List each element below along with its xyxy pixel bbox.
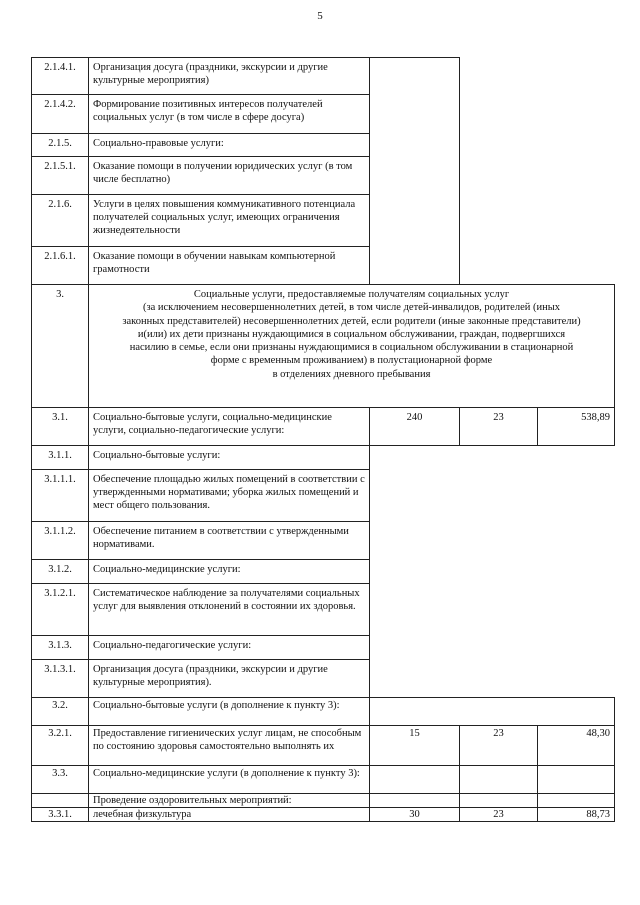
value-cost: 88,73: [538, 808, 615, 822]
table-row: [32, 58, 615, 95]
value-cost: 538,89: [538, 408, 615, 446]
table-row: [32, 726, 615, 766]
table-row: [32, 794, 615, 808]
empty-value-cell: [460, 766, 538, 794]
row-number: 3.1.2.1.: [32, 584, 89, 636]
row-number: 3.1.1.2.: [32, 522, 89, 560]
section-line: законных представителей) несовершеннолетних детей, если родители (иные законные представители): [122, 315, 581, 327]
section-line: и(или) их дети признаны нуждающимися в социальном обслуживании, граждан, подвергшихся: [137, 328, 566, 340]
row-number: 3.1.3.: [32, 636, 89, 660]
value-days: 23: [460, 726, 538, 766]
empty-value-cell: [370, 58, 460, 285]
row-number: 2.1.4.2.: [32, 95, 89, 134]
services-table: [31, 57, 615, 822]
page-number: 5: [317, 10, 323, 22]
section-line: форме с временным проживанием) в полустационарной форме: [210, 355, 493, 367]
row-number: 2.1.5.: [32, 134, 89, 157]
section-heading: [89, 285, 615, 408]
value-volume: 240: [370, 408, 460, 446]
empty-value-cell: [460, 794, 538, 808]
row-number: 3.1.2.: [32, 560, 89, 584]
row-text: Социально-медицинские услуги:: [89, 560, 370, 584]
row-text: Социально-бытовые услуги, социально-медицинские услуги, социально-педагогические услуги:: [89, 408, 370, 446]
section-line: Социальные услуги, предоставляемые получателям социальных услуг: [193, 289, 510, 300]
row-text: Социально-правовые услуги:: [89, 134, 370, 157]
row-number: 3.1.: [32, 408, 89, 446]
table-row: [32, 408, 615, 446]
row-text: Организация досуга (праздники, экскурсии и другие культурные мероприятия): [89, 58, 370, 95]
value-cost: 48,30: [538, 726, 615, 766]
row-text: Социально-педагогические услуги:: [89, 636, 370, 660]
row-text: Проведение оздоровительных мероприятий:: [89, 794, 370, 808]
row-number: 3.2.: [32, 698, 89, 726]
empty-number-cell: [32, 794, 89, 808]
table-row: [32, 766, 615, 794]
row-text: Социально-медицинские услуги (в дополнение к пункту 3):: [89, 766, 370, 794]
blank-area: [370, 446, 615, 698]
section-line: насилию в семье, если они признаны нуждающимися в социальном обслуживании в стационарной: [129, 342, 574, 354]
row-text: Услуги в целях повышения коммуникативного потенциала получателей социальных услуг, имеющих ограничения жизнедеятельности: [89, 195, 370, 247]
blank-area: [460, 58, 615, 285]
row-number: 2.1.4.1.: [32, 58, 89, 95]
row-text: Предоставление гигиенических услуг лицам, не способным по состоянию здоровья самостоятельно выполнять их: [89, 726, 370, 766]
value-days: 23: [460, 808, 538, 822]
table-row: [32, 698, 615, 726]
table-row: [32, 808, 615, 822]
row-text: Обеспечение питанием в соответствии с утвержденными нормативами.: [89, 522, 370, 560]
row-text: Оказание помощи в получении юридических услуг (в том числе бесплатно): [89, 157, 370, 195]
empty-value-cell: [538, 794, 615, 808]
table-row: [32, 446, 615, 470]
row-text: Оказание помощи в обучении навыкам компьютерной грамотности: [89, 247, 370, 285]
section-row: [32, 285, 615, 408]
row-text: лечебная физкультура: [89, 808, 370, 822]
row-text: Систематическое наблюдение за получателями социальных услуг для выявления отклонений в состоянии их здоровья.: [89, 584, 370, 636]
row-number: 3.1.1.1.: [32, 470, 89, 522]
row-text: Формирование позитивных интересов получателей социальных услуг (в том числе в сфере досуга): [89, 95, 370, 134]
row-text: Социально-бытовые услуги:: [89, 446, 370, 470]
section-line: (за исключением несовершеннолетних детей, в том числе детей-инвалидов, родителей (иных: [142, 302, 561, 314]
row-number: 3.1.3.1.: [32, 660, 89, 698]
value-volume: 15: [370, 726, 460, 766]
empty-value-cell: [538, 766, 615, 794]
row-text: Обеспечение площадью жилых помещений в соответствии с утвержденными нормативами; уборка жилых помещений и мест общего пользования.: [89, 470, 370, 522]
empty-value-cell: [370, 794, 460, 808]
row-number: 2.1.5.1.: [32, 157, 89, 195]
row-number: 3.3.: [32, 766, 89, 794]
row-number: 2.1.6.1.: [32, 247, 89, 285]
row-text: Организация досуга (праздники, экскурсии и другие культурные мероприятия).: [89, 660, 370, 698]
empty-value-cell: [370, 698, 615, 726]
value-volume: 30: [370, 808, 460, 822]
row-number: 3.3.1.: [32, 808, 89, 822]
row-number: 3.1.1.: [32, 446, 89, 470]
empty-value-cell: [370, 766, 460, 794]
row-number: 3.2.1.: [32, 726, 89, 766]
row-text: Социально-бытовые услуги (в дополнение к пункту 3):: [89, 698, 370, 726]
value-days: 23: [460, 408, 538, 446]
section-line: в отделениях дневного пребывания: [272, 368, 431, 380]
row-number: 2.1.6.: [32, 195, 89, 247]
section-number: 3.: [32, 285, 89, 408]
